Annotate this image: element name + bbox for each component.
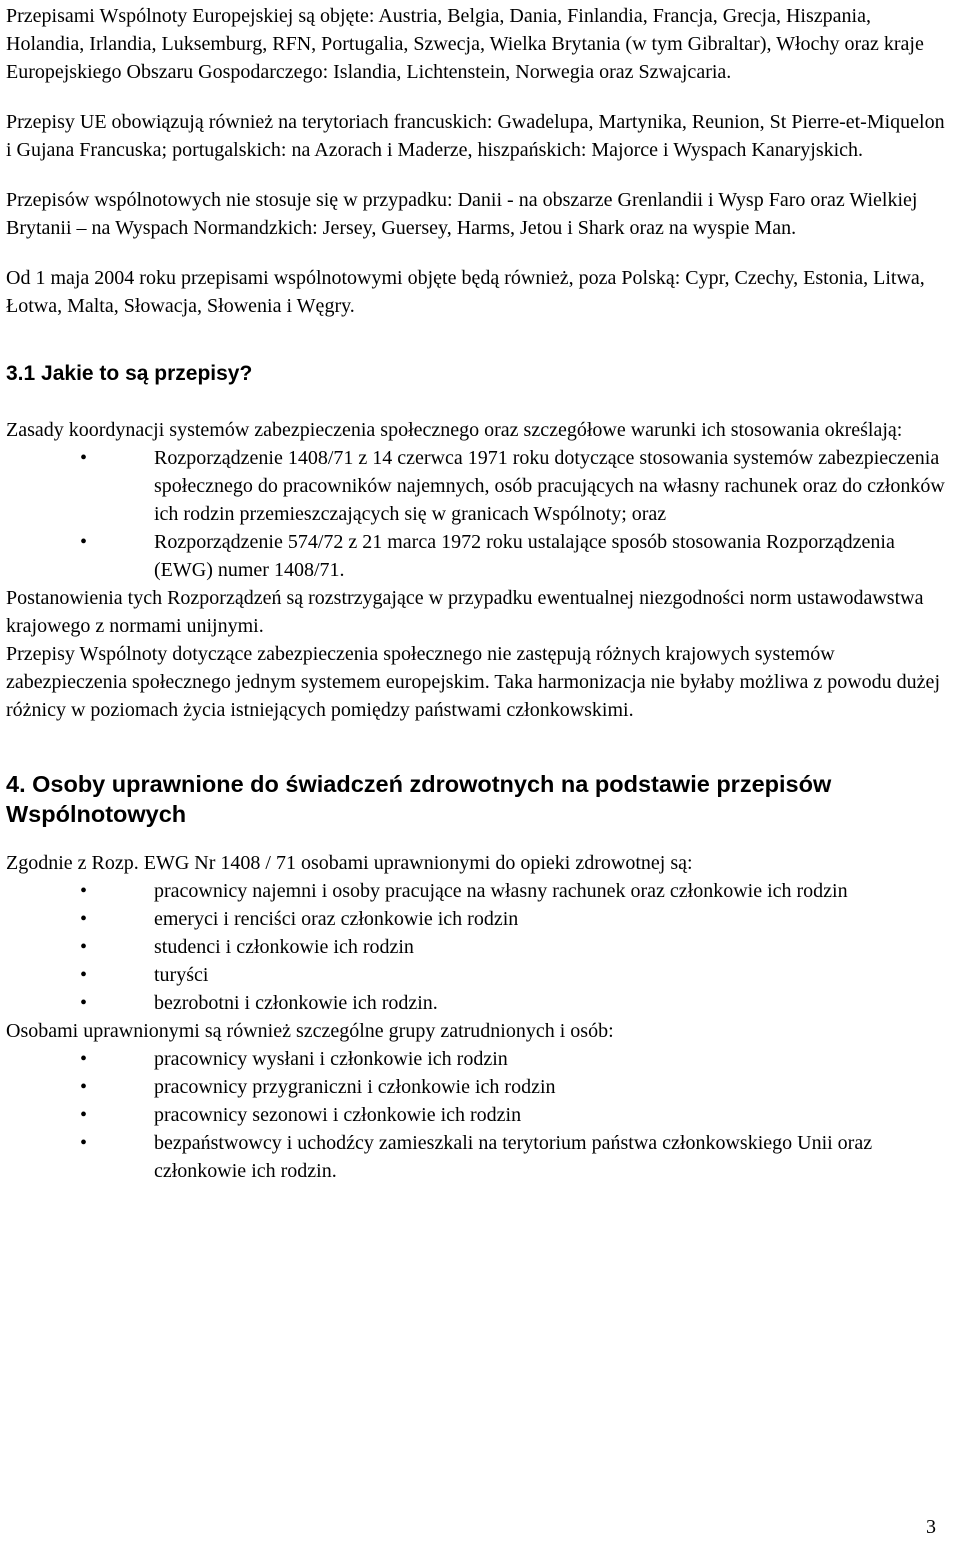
paragraph-regulations-precedence: Postanowienia tych Rozporządzeń są rozstrzygające w przypadku ewentualnej niezgodności norm ustawodawstwa krajowego z normami unijnymi. (6, 587, 924, 637)
list-item (6, 444, 954, 528)
bullet-icon: • (80, 992, 88, 1014)
list-item-text: emeryci i renciści oraz członkowie ich rodzin (154, 908, 519, 930)
list-item-text: pracownicy sezonowi i członkowie ich rodzin (154, 1104, 522, 1126)
section-3-1-heading: 3.1 Jakie to są przepisy? (6, 362, 253, 385)
bullet-icon: • (80, 447, 88, 469)
special-groups-list (6, 1045, 954, 1185)
paragraph-eu-member-states: Przepisami Wspólnoty Europejskiej są objęte: Austria, Belgia, Dania, Finlandia, Francja, Grecja, Hiszpania, Holandia, Irlandia, Luksemburg, RFN, Portugalia, Szwecja, Wielka Brytania (w tym Gibraltar), Włochy oraz kraje Europejskiego Obszaru Gospodarczego: Islandia, Lichtenstein, Norwegia oraz Szwajcaria. (6, 5, 924, 83)
list-item (6, 1129, 954, 1185)
list-item-text: pracownicy wysłani i członkowie ich rodzin (154, 1048, 508, 1070)
list-item-text: Rozporządzenie 574/72 z 21 marca 1972 roku ustalające sposób stosowania Rozporządzenia (EWG) numer 1408/71. (154, 531, 895, 581)
paragraph-overseas-territories: Przepisy UE obowiązują również na terytoriach francuskich: Gwadelupa, Martynika, Reunion, St Pierre-et-Miquelon i Gujana Francuska; portugalskich: na Azorach i Maderze, hiszpańskich: Majorce i Wyspach Kanaryjskich. (6, 111, 945, 161)
page-number: 3 (926, 1516, 936, 1538)
list-item (6, 905, 954, 933)
bullet-icon: • (80, 531, 88, 553)
document-page (6, 0, 954, 1185)
section-3-1-intro: Zasady koordynacji systemów zabezpieczenia społecznego oraz szczegółowe warunki ich stosowania określają: (6, 419, 903, 441)
list-item (6, 989, 954, 1017)
list-item (6, 877, 954, 905)
regulations-list (6, 444, 954, 584)
paragraph-exclusions: Przepisów wspólnotowych nie stosuje się w przypadku: Danii - na obszarze Grenlandii i Wysp Faro oraz Wielkiej Brytanii – na Wyspach Normandzkich: Jersey, Guersey, Harms, Jetou i Shark oraz na wyspie Man. (6, 189, 918, 239)
bullet-icon: • (80, 1104, 88, 1126)
list-item-text: studenci i członkowie ich rodzin (154, 936, 414, 958)
section-4-intro-2: Osobami uprawnionymi są również szczególne grupy zatrudnionych i osób: (6, 1020, 614, 1042)
list-item (6, 933, 954, 961)
bullet-icon: • (80, 1132, 88, 1154)
bullet-icon: • (80, 1076, 88, 1098)
list-item (6, 1101, 954, 1129)
list-item-text: bezrobotni i członkowie ich rodzin. (154, 992, 438, 1014)
list-item (6, 1073, 954, 1101)
list-item (6, 1045, 954, 1073)
list-item (6, 528, 954, 584)
bullet-icon: • (80, 936, 88, 958)
bullet-icon: • (80, 1048, 88, 1070)
list-item-text: turyści (154, 964, 209, 986)
section-4-heading: 4. Osoby uprawnione do świadczeń zdrowotnych na podstawie przepisów Wspólnotowych (6, 771, 832, 827)
list-item-text: Rozporządzenie 1408/71 z 14 czerwca 1971 roku dotyczące stosowania systemów zabezpieczenia społecznego do pracowników najemnych, osób pracujących na własny rachunek oraz do członków ich rodzin przemieszczających się w granicach Wspólnoty; oraz (154, 447, 945, 525)
list-item-text: pracownicy najemni i osoby pracujące na własny rachunek oraz członkowie ich rodzin (154, 880, 848, 902)
bullet-icon: • (80, 880, 88, 902)
bullet-icon: • (80, 964, 88, 986)
paragraph-2004-accession: Od 1 maja 2004 roku przepisami wspólnotowymi objęte będą również, poza Polską: Cypr, Czechy, Estonia, Litwa, Łotwa, Malta, Słowacja, Słowenia i Węgry. (6, 267, 925, 317)
section-4-intro: Zgodnie z Rozp. EWG Nr 1408 / 71 osobami uprawnionymi do opieki zdrowotnej są: (6, 852, 693, 874)
bullet-icon: • (80, 908, 88, 930)
list-item (6, 961, 954, 989)
list-item-text: bezpaństwowcy i uchodźcy zamieszkali na terytorium państwa członkowskiego Unii oraz członkowie ich rodzin. (154, 1132, 873, 1182)
list-item-text: pracownicy przygraniczni i członkowie ich rodzin (154, 1076, 556, 1098)
paragraph-harmonization: Przepisy Wspólnoty dotyczące zabezpieczenia społecznego nie zastępują różnych krajowych systemów zabezpieczenia społecznego jednym systemem europejskim. Taka harmonizacja nie byłaby możliwa z powodu dużej różnicy w poziomach życia istniejących pomiędzy państwami członkowskimi. (6, 643, 940, 721)
entitled-persons-list (6, 877, 954, 1017)
